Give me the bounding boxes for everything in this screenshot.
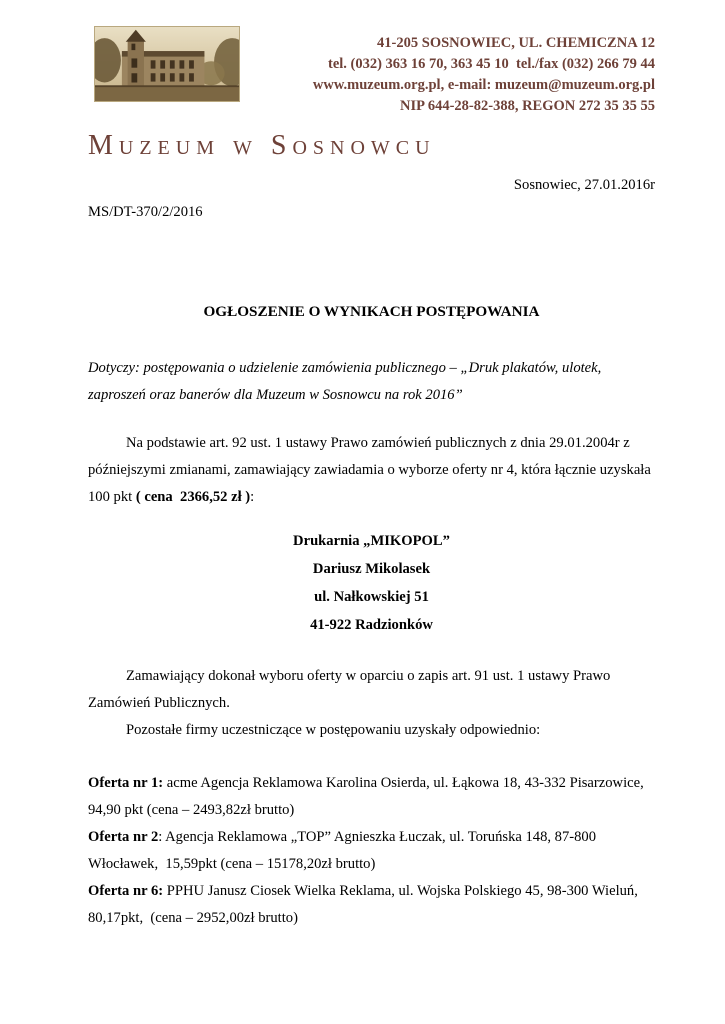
winner-street: ul. Nałkowskiej 51 [314,589,429,605]
intro-price: ( cena 2366,52 zł ) [135,489,251,505]
document-title: OGŁOSZENIE O WYNIKACH POSTĘPOWANIA [203,303,540,320]
offer-6-label: Oferta nr 6: [88,883,164,899]
museum-name: Muzeum w Sosnowcu [88,130,436,161]
winner-block [88,527,655,639]
offer-1-text: acme Agencja Reklamowa Karolina Osierda, ul. Łąkowa 18, 43-332 Pisarzowice, 94,90 pkt (cena – 2493,82zł brutto) [88,775,648,818]
intro-colon: : [250,489,255,505]
offer-item-1 [88,770,655,824]
letterhead-web-email: www.muzeum.org.pl, e-mail: muzeum@muzeum.org.pl [312,77,655,93]
letterhead-nip-regon: NIP 644-28-82-388, REGON 272 35 35 55 [400,98,655,114]
winner-company: Drukarnia „MIKOPOL” [293,533,450,549]
letterhead-contact [240,26,655,117]
letterhead [88,26,655,117]
offers-list [88,770,655,932]
winner-city: 41-922 Radzionków [310,617,433,633]
museum-logo-photo [94,26,240,102]
subject-paragraph: Dotyczy: postępowania o udzielenie zamówienia publicznego – „Druk plakatów, ulotek, zaproszeń oraz banerów dla Muzeum w Sosnowcu na rok 2016” [88,360,602,403]
letterhead-address: 41-205 SOSNOWIEC, UL. CHEMICZNA 12 [377,35,655,51]
winner-person: Dariusz Mikolasek [312,561,431,577]
offer-1-label: Oferta nr 1: [88,775,164,791]
offer-6-text: PPHU Janusz Ciosek Wielka Reklama, ul. Wojska Polskiego 45, 98-300 Wieluń, 80,17pkt, (cena – 2952,00zł brutto) [88,883,642,926]
intro-paragraph [88,430,655,511]
offer-item-6 [88,878,655,932]
offer-item-2 [88,824,655,878]
basis-paragraph: Zamawiający dokonał wyboru oferty w oparciu o zapis art. 91 ust. 1 ustawy Prawo Zamówień Publicznych. [88,668,611,711]
reference-number: MS/DT-370/2/2016 [88,204,203,220]
others-intro: Pozostałe firmy uczestniczące w postępowaniu uzyskały odpowiednio: [126,722,541,738]
offer-2-label: Oferta nr 2 [88,829,159,845]
offer-2-text: : Agencja Reklamowa „TOP” Agnieszka Łuczak, ul. Toruńska 148, 87-800 Włocławek, 15,59pkt (cena – 15178,20zł brutto) [88,829,600,872]
place-date: Sosnowiec, 27.01.2016r [513,177,655,193]
intro-text: Na podstawie art. 92 ust. 1 ustawy Prawo zamówień publicznych z dnia 29.01.2004r z późniejszymi zmianami, zamawiający zawiadamia o wyborze oferty nr 4, która łącznie uzyskała 100 pkt [88,435,651,505]
letterhead-phone-fax: tel. (032) 363 16 70, 363 45 10 tel./fax (032) 266 79 44 [327,56,655,72]
